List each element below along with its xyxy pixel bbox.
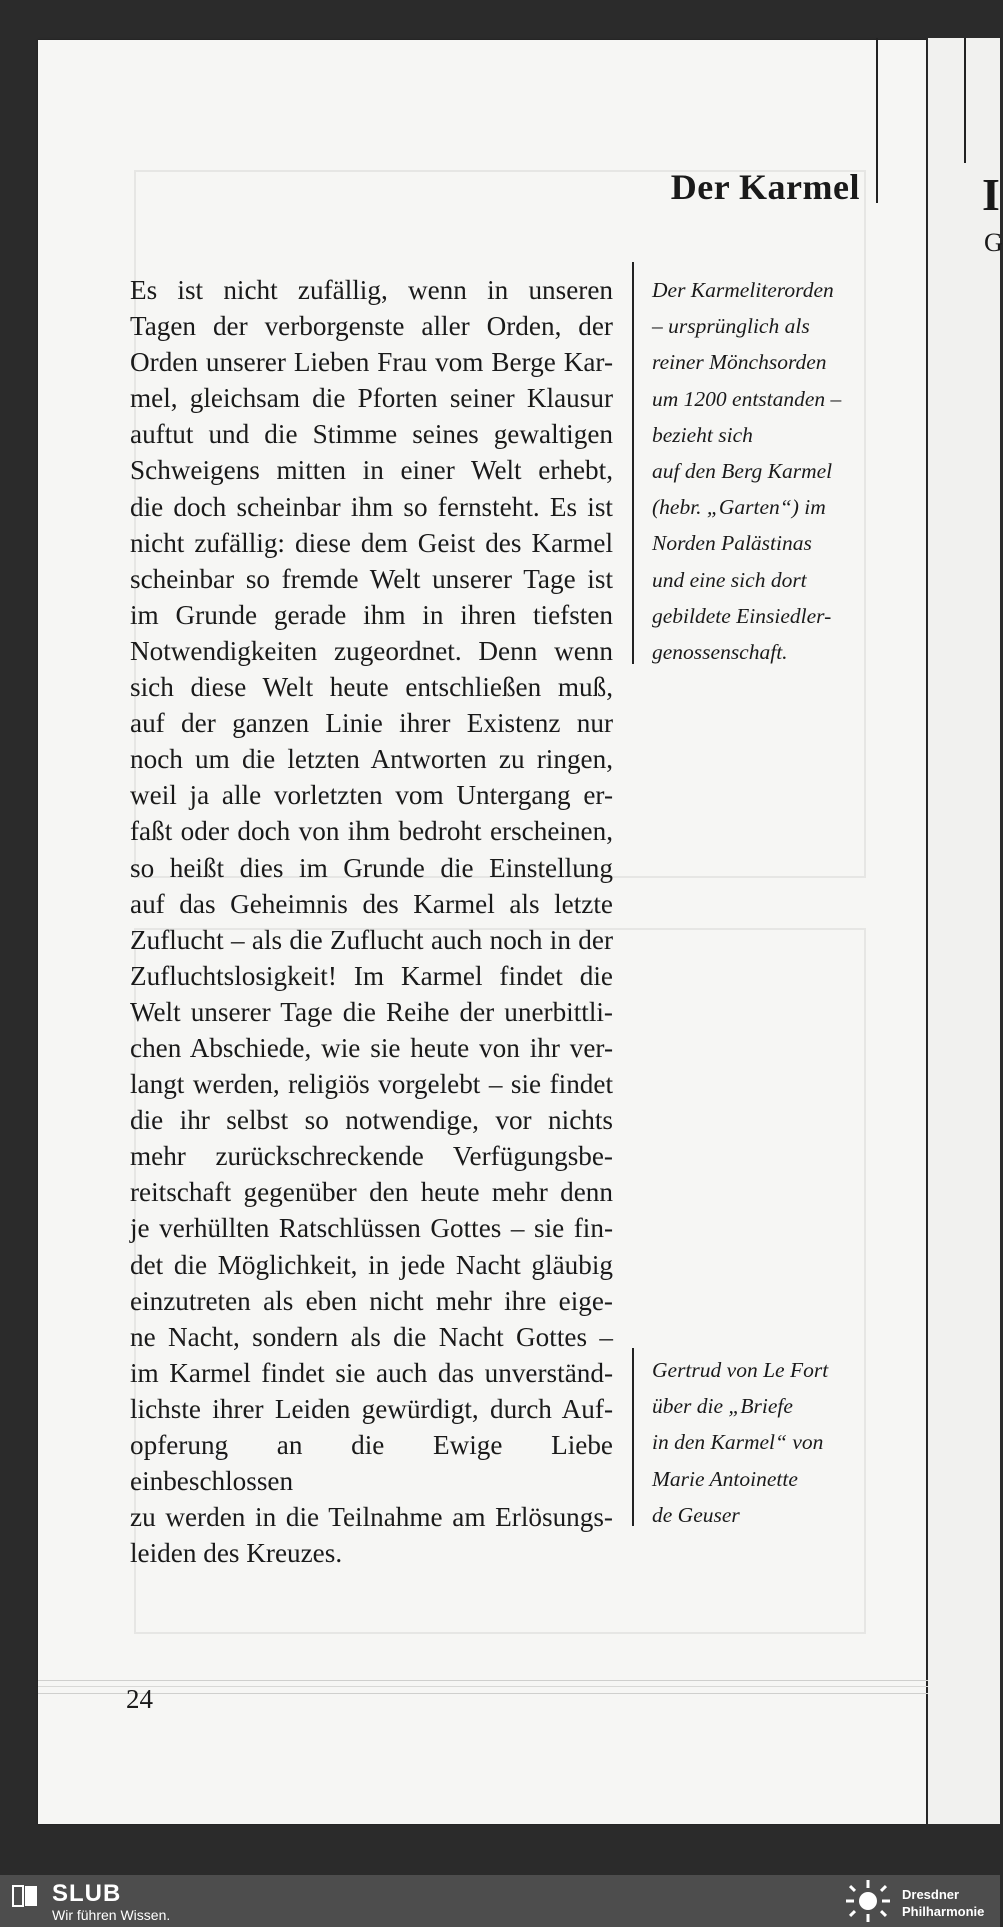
body-text-line: langt werden, religiös vorgelebt – sie findet <box>130 1069 613 1100</box>
sidenote-line: reiner Mönchsorden <box>652 350 827 375</box>
body-text-line: leiden des Kreuzes. <box>130 1538 343 1569</box>
body-text-line: zu werden in die Teilnahme am Erlösungs- <box>130 1502 613 1533</box>
sidenote-line: (hebr. „Garten“) im <box>652 495 826 520</box>
sidenote-line: um 1200 entstanden – <box>652 386 842 411</box>
sidenote-line: und eine sich dort <box>652 567 807 592</box>
partner-name-line2: Philharmonie <box>902 1904 985 1919</box>
body-text-line: je verhüllten Ratschlüssen Gottes – sie fin- <box>130 1213 613 1244</box>
body-text-line: mel, gleichsam die Pforten seiner Klausur <box>130 383 613 414</box>
body-text-line: Es ist nicht zufällig, wenn in unseren <box>130 275 613 305</box>
body-text-line: Notwendigkeiten zugeordnet. Denn wenn <box>130 635 613 666</box>
body-text-line: sich diese Welt heute entschließen muß, <box>130 672 613 703</box>
sidenote-line: de Geuser <box>652 1502 740 1527</box>
body-text-line: faßt oder doch von ihm bedroht erscheinen, <box>130 816 613 847</box>
footer-rules <box>38 1680 928 1694</box>
sidenote-line: Marie Antoinette <box>652 1466 798 1491</box>
body-text-line: opferung an die Ewige Liebe einbeschlossen <box>130 1430 613 1497</box>
body-text-line: noch um die letzten Antworten zu ringen, <box>130 744 613 775</box>
body-text-line: det die Möglichkeit, in jede Nacht gläubig <box>130 1249 613 1280</box>
body-text-line: Tagen der verborgenste aller Orden, der <box>130 311 613 342</box>
body-text-line: ne Nacht, sondern als die Nacht Gottes – <box>130 1321 613 1352</box>
body-text-line: die doch scheinbar ihm so fernsteht. Es ist <box>130 491 613 522</box>
library-name[interactable]: SLUB <box>52 1880 122 1907</box>
title-rule <box>876 38 878 203</box>
library-tagline: Wir führen Wissen. <box>52 1907 171 1923</box>
sidenote-line: bezieht sich <box>652 422 753 447</box>
body-text-line: Zuflucht – als die Zuflucht auch noch in der <box>130 924 613 955</box>
philharmonie-sunburst-icon <box>842 1879 894 1923</box>
body-text-line: Schweigens mitten in einer Welt erhebt, <box>130 455 613 486</box>
page-number: 24 <box>126 1684 153 1714</box>
body-text-line: Zufluchtslosigkeit! Im Karmel findet die <box>130 960 613 991</box>
body-text-line: im Karmel findet sie auch das unverständ- <box>130 1357 613 1388</box>
body-text-line: nicht zufällig: diese dem Geist des Karmel <box>130 527 613 558</box>
body-text-line: Orden unserer Lieben Frau vom Berge Kar- <box>130 347 613 378</box>
body-text-line: die ihr selbst so notwendige, vor nichts <box>130 1105 613 1136</box>
sidenote-line: über die „Briefe <box>652 1394 793 1419</box>
body-text-line: auftut und die Stimme seines gewaltigen <box>130 419 613 450</box>
sidenote-line: – ursprünglich als <box>652 314 810 339</box>
sidenote-line: auf den Berg Karmel <box>652 459 833 484</box>
sidenote-source <box>652 1352 872 1533</box>
facing-page-heading-fragment: I <box>982 169 1000 220</box>
sidenote-line: Gertrud von Le Fort <box>652 1358 829 1382</box>
section-title: Der Karmel <box>670 167 860 207</box>
sidenote-line: genossenschaft. <box>652 640 788 665</box>
body-text-line: mehr zurückschreckende Verfügungsbe- <box>130 1141 613 1172</box>
sidenote-line: gebildete Einsiedler- <box>652 603 832 628</box>
body-text-line: auf der ganzen Linie ihrer Existenz nur <box>130 708 613 739</box>
slub-book-icon <box>12 1885 38 1907</box>
body-text-line: im Grunde gerade ihm in ihren tiefsten <box>130 599 613 630</box>
body-text-line: Welt unserer Tage die Reihe der unerbittli- <box>130 996 613 1027</box>
facing-page-edge <box>928 38 1000 1824</box>
body-text-line: so heißt dies im Grunde die Einstellung <box>130 852 613 883</box>
body-text-line: chen Abschiede, wie sie heute von ihr ver- <box>130 1032 613 1063</box>
body-text-line: lichste ihrer Leiden gewürdigt, durch Auf- <box>130 1393 613 1424</box>
body-text-line: scheinbar so fremde Welt unserer Tage ist <box>130 563 613 594</box>
sidenote-karmeliterorden <box>652 272 872 670</box>
sidenote-rule-bottom <box>632 1348 634 1526</box>
body-text-line: weil ja alle vorletzten vom Untergang er- <box>130 780 613 811</box>
facing-page-rule <box>964 38 966 163</box>
body-text-line: auf das Geheimnis des Karmel als letzte <box>130 888 613 919</box>
partner-name-line1: Dresdner <box>902 1887 960 1902</box>
facing-page-text-fragment: G <box>984 228 1003 257</box>
main-body-text <box>130 272 613 1571</box>
body-text-line: einzutreten als eben nicht mehr ihre eige- <box>130 1285 613 1316</box>
sidenote-line: Norden Palästinas <box>652 531 812 556</box>
sidenote-line: Der Karmeliterorden <box>652 278 834 302</box>
sidenote-rule-top <box>632 262 634 664</box>
sidenote-line: in den Karmel“ von <box>652 1430 824 1455</box>
body-text-line: reitschaft gegenüber den heute mehr denn <box>130 1177 613 1208</box>
